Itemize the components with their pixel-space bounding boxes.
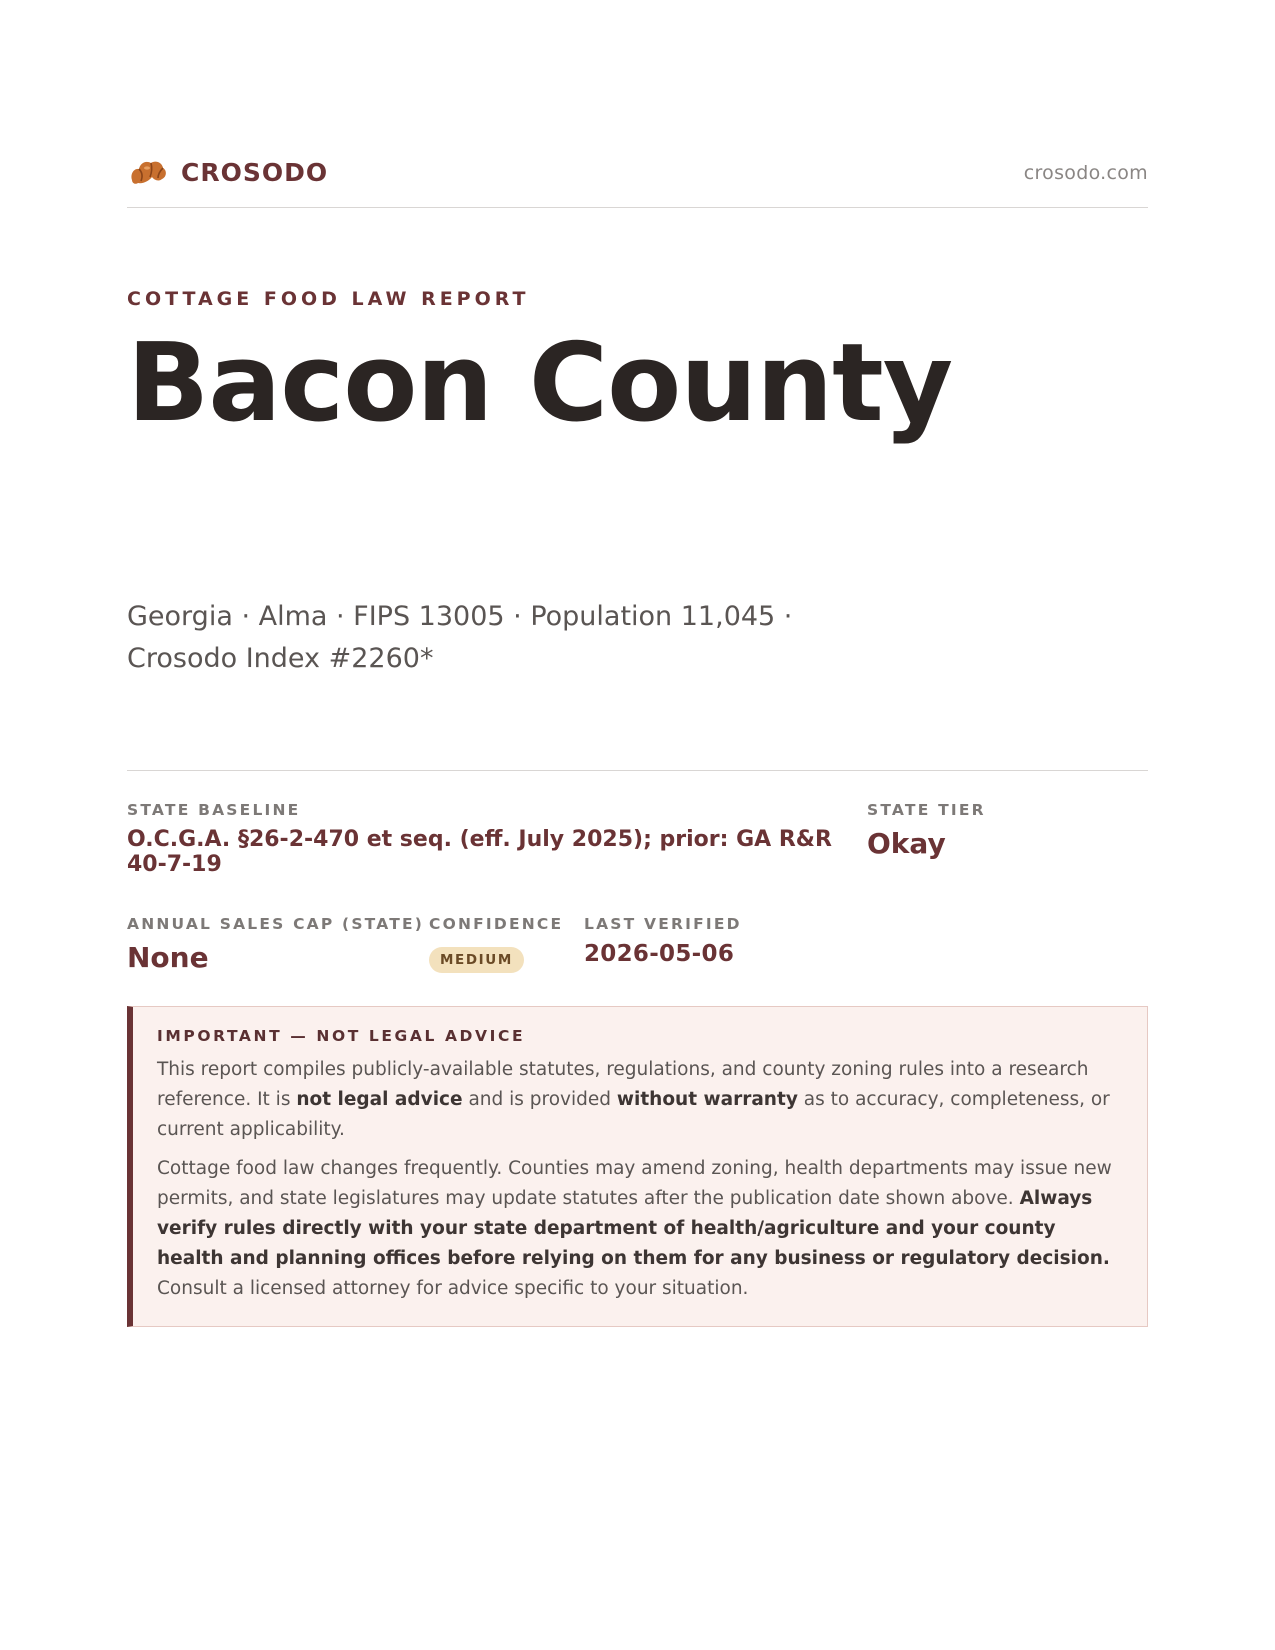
- legal-disclaimer: [127, 1006, 1148, 1327]
- state-tier-value: Okay: [867, 827, 946, 861]
- disclaimer-emphasis: without warranty: [616, 1089, 798, 1111]
- report-page: [127, 150, 1148, 1327]
- croissant-icon: [127, 152, 169, 194]
- sales-cap-label: ANNUAL SALES CAP (STATE): [127, 915, 425, 934]
- disclaimer-text: Consult a licensed attorney for advice specific to your situation.: [157, 1278, 749, 1300]
- site-url-link[interactable]: crosodo.com: [1023, 161, 1148, 184]
- last-verified-fact: [584, 915, 884, 974]
- disclaimer-text: and is provided: [462, 1089, 617, 1111]
- facts-row-2: [127, 915, 1148, 974]
- last-verified-value: 2026-05-06: [584, 941, 735, 968]
- county-meta: Georgia · Alma · FIPS 13005 · Population 11,045 · Crosodo Index #2260*: [127, 601, 793, 675]
- state-baseline-label: STATE BASELINE: [127, 801, 301, 820]
- disclaimer-text: Cottage food law changes frequently. Counties may amend zoning, health departments may issue new permits, and state legislatures may update statutes after the publication date shown above.: [157, 1158, 1112, 1210]
- state-tier-fact: [867, 801, 1127, 877]
- facts-row-1: [127, 801, 1148, 877]
- disclaimer-text: as to accuracy, completeness, or current applicability.: [157, 1089, 1110, 1141]
- last-verified-label: LAST VERIFIED: [584, 915, 742, 934]
- disclaimer-text: This report compiles publicly-available statutes, regulations, and county zoning rules into a research reference. It is: [157, 1059, 1089, 1111]
- report-eyebrow: COTTAGE FOOD LAW REPORT: [127, 288, 530, 310]
- confidence-badge: MEDIUM: [429, 947, 524, 973]
- confidence-label: CONFIDENCE: [429, 915, 564, 934]
- state-baseline-value: O.C.G.A. §26-2-470 et seq. (eff. July 2025); prior: GA R&R 40-7-19: [127, 827, 832, 878]
- sales-cap-value: None: [127, 941, 209, 975]
- disclaimer-emphasis: Always verify rules directly with your state department of health/agriculture and your county health and planning offices before relying on them for any business or regulatory decision.: [157, 1188, 1110, 1270]
- section-divider: [127, 770, 1148, 771]
- sales-cap-fact: [127, 915, 429, 974]
- brand-name: CROSODO: [181, 158, 329, 187]
- page-header: [127, 150, 1148, 208]
- state-tier-label: STATE TIER: [867, 801, 986, 820]
- disclaimer-heading: IMPORTANT — NOT LEGAL ADVICE: [157, 1027, 526, 1046]
- page-title: Bacon County: [127, 321, 953, 446]
- confidence-fact: [429, 915, 584, 974]
- state-baseline-fact: [127, 801, 867, 877]
- disclaimer-paragraph-1: [157, 1055, 1121, 1145]
- disclaimer-paragraph-2: [157, 1154, 1121, 1304]
- brand[interactable]: [127, 152, 328, 194]
- disclaimer-emphasis: not legal advice: [296, 1089, 463, 1111]
